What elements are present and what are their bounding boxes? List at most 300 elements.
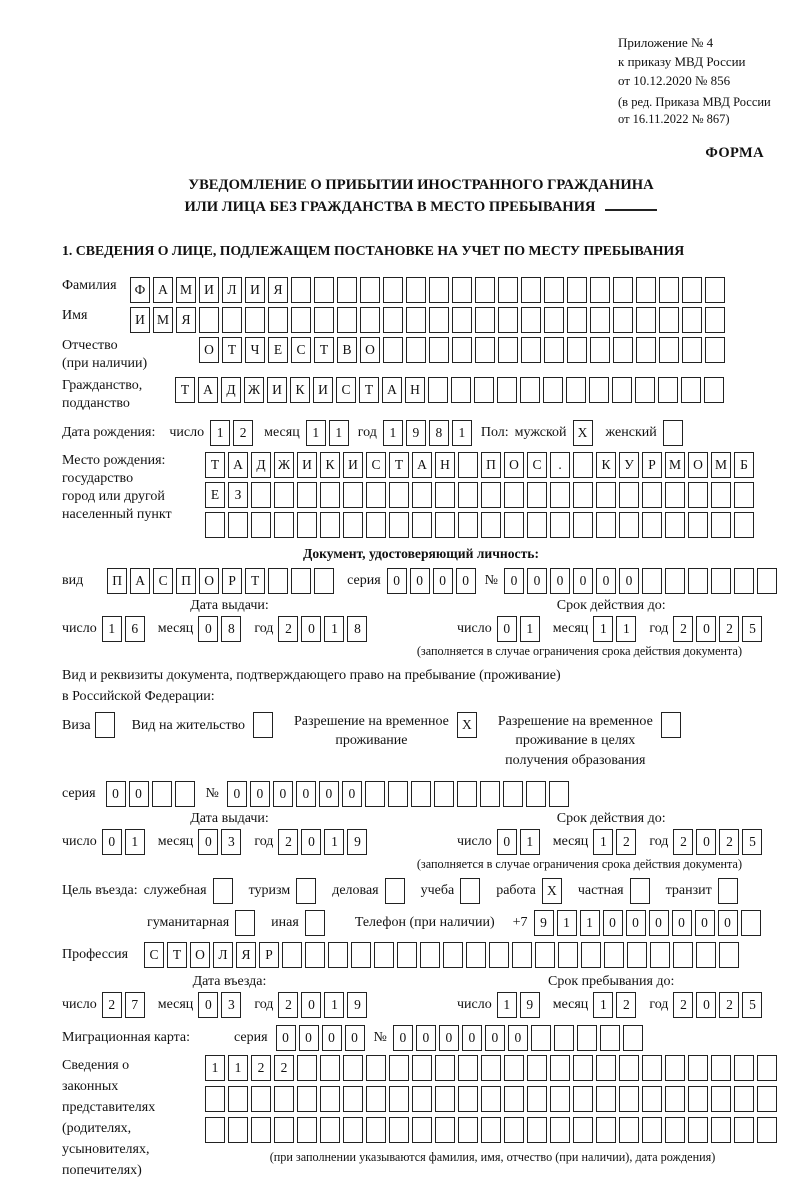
form-cell[interactable] (688, 512, 708, 538)
form-cell[interactable] (320, 1055, 340, 1081)
form-cell[interactable]: 0 (626, 910, 646, 936)
form-cell[interactable] (205, 512, 225, 538)
form-cell[interactable] (577, 1025, 597, 1051)
form-cell[interactable]: К (290, 377, 310, 403)
form-cell[interactable]: О (199, 337, 219, 363)
form-cell[interactable]: 2 (233, 420, 253, 446)
form-cell[interactable] (682, 307, 702, 333)
form-cell[interactable] (630, 878, 650, 904)
form-cell[interactable] (291, 307, 311, 333)
form-cell[interactable] (498, 277, 518, 303)
form-cell[interactable]: 0 (296, 781, 316, 807)
form-cell[interactable] (589, 377, 609, 403)
form-cell[interactable] (383, 277, 403, 303)
form-cell[interactable] (360, 277, 380, 303)
form-cell[interactable] (550, 1086, 570, 1112)
form-cell[interactable]: А (198, 377, 218, 403)
form-cell[interactable]: Р (222, 568, 242, 594)
form-cell[interactable] (596, 1117, 616, 1143)
form-cell[interactable]: Т (314, 337, 334, 363)
form-cell[interactable]: 0 (129, 781, 149, 807)
form-cell[interactable]: 0 (462, 1025, 482, 1051)
form-cell[interactable] (296, 878, 316, 904)
form-cell[interactable] (435, 482, 455, 508)
form-cell[interactable] (636, 277, 656, 303)
form-cell[interactable] (665, 568, 685, 594)
form-cell[interactable]: 2 (278, 829, 298, 855)
form-cell[interactable] (705, 337, 725, 363)
form-cell[interactable] (504, 482, 524, 508)
form-cell[interactable] (590, 277, 610, 303)
form-cell[interactable]: Я (268, 277, 288, 303)
form-cell[interactable]: 9 (534, 910, 554, 936)
form-cell[interactable]: С (366, 452, 386, 478)
form-cell[interactable]: Ж (244, 377, 264, 403)
form-cell[interactable] (596, 482, 616, 508)
form-cell[interactable] (481, 482, 501, 508)
form-cell[interactable]: 0 (299, 1025, 319, 1051)
form-cell[interactable]: 8 (221, 616, 241, 642)
form-cell[interactable] (573, 452, 593, 478)
form-cell[interactable] (452, 337, 472, 363)
form-cell[interactable]: Ж (274, 452, 294, 478)
form-cell[interactable] (613, 337, 633, 363)
form-cell[interactable] (199, 307, 219, 333)
form-cell[interactable]: Т (245, 568, 265, 594)
form-cell[interactable]: 0 (596, 568, 616, 594)
form-cell[interactable] (619, 1086, 639, 1112)
form-cell[interactable] (274, 512, 294, 538)
form-cell[interactable] (659, 337, 679, 363)
form-cell[interactable] (366, 1055, 386, 1081)
form-cell[interactable] (711, 568, 731, 594)
form-cell[interactable] (636, 337, 656, 363)
form-cell[interactable] (481, 1117, 501, 1143)
form-cell[interactable] (581, 942, 601, 968)
form-cell[interactable] (343, 1055, 363, 1081)
form-cell[interactable] (504, 1055, 524, 1081)
form-cell[interactable] (673, 942, 693, 968)
form-cell[interactable] (665, 482, 685, 508)
form-cell[interactable] (222, 307, 242, 333)
form-cell[interactable] (360, 307, 380, 333)
form-cell[interactable]: М (711, 452, 731, 478)
form-cell[interactable] (314, 568, 334, 594)
form-cell[interactable] (734, 1086, 754, 1112)
form-cell[interactable] (337, 277, 357, 303)
form-cell[interactable] (704, 377, 724, 403)
form-cell[interactable]: 0 (433, 568, 453, 594)
form-cell[interactable] (443, 942, 463, 968)
form-cell[interactable] (567, 307, 587, 333)
form-cell[interactable] (719, 942, 739, 968)
form-cell[interactable]: 2 (719, 829, 739, 855)
form-cell[interactable]: 1 (557, 910, 577, 936)
form-cell[interactable]: 0 (342, 781, 362, 807)
form-cell[interactable] (512, 942, 532, 968)
form-cell[interactable]: И (245, 277, 265, 303)
form-cell[interactable] (291, 277, 311, 303)
form-cell[interactable] (366, 512, 386, 538)
form-cell[interactable] (526, 781, 546, 807)
form-cell[interactable] (474, 377, 494, 403)
form-cell[interactable] (503, 781, 523, 807)
form-cell[interactable] (305, 942, 325, 968)
form-cell[interactable] (642, 1117, 662, 1143)
form-cell[interactable] (573, 1117, 593, 1143)
form-cell[interactable] (274, 1117, 294, 1143)
form-cell[interactable]: Т (359, 377, 379, 403)
form-cell[interactable]: 0 (619, 568, 639, 594)
form-cell[interactable] (374, 942, 394, 968)
form-cell[interactable]: Н (405, 377, 425, 403)
form-cell[interactable] (619, 1117, 639, 1143)
form-cell[interactable] (297, 1117, 317, 1143)
form-cell[interactable]: И (313, 377, 333, 403)
form-cell[interactable] (573, 482, 593, 508)
form-cell[interactable] (688, 482, 708, 508)
form-cell[interactable] (757, 568, 777, 594)
form-cell[interactable] (596, 1055, 616, 1081)
form-cell[interactable]: Ч (245, 337, 265, 363)
form-cell[interactable]: В (337, 337, 357, 363)
form-cell[interactable] (228, 1117, 248, 1143)
form-cell[interactable]: С (153, 568, 173, 594)
form-cell[interactable]: Н (435, 452, 455, 478)
form-cell[interactable] (343, 1086, 363, 1112)
form-cell[interactable] (757, 1055, 777, 1081)
form-cell[interactable]: 2 (278, 992, 298, 1018)
form-cell[interactable] (567, 277, 587, 303)
form-cell[interactable]: 1 (102, 616, 122, 642)
form-cell[interactable] (521, 277, 541, 303)
form-cell[interactable] (481, 1055, 501, 1081)
form-cell[interactable]: 1 (593, 992, 613, 1018)
form-cell[interactable] (504, 512, 524, 538)
form-cell[interactable] (558, 942, 578, 968)
form-cell[interactable]: Ф (130, 277, 150, 303)
form-cell[interactable] (718, 878, 738, 904)
form-cell[interactable]: 0 (319, 781, 339, 807)
form-cell[interactable]: 2 (719, 616, 739, 642)
form-cell[interactable]: 0 (696, 829, 716, 855)
form-cell[interactable]: И (199, 277, 219, 303)
form-cell[interactable]: Т (167, 942, 187, 968)
form-cell[interactable]: 0 (198, 616, 218, 642)
form-cell[interactable]: Д (251, 452, 271, 478)
form-cell[interactable]: 2 (616, 829, 636, 855)
form-cell[interactable] (544, 277, 564, 303)
form-cell[interactable] (435, 512, 455, 538)
form-cell[interactable]: Р (259, 942, 279, 968)
form-cell[interactable] (623, 1025, 643, 1051)
form-cell[interactable] (481, 1086, 501, 1112)
form-cell[interactable] (543, 377, 563, 403)
form-cell[interactable]: 0 (393, 1025, 413, 1051)
form-cell[interactable] (665, 1086, 685, 1112)
form-cell[interactable] (205, 1086, 225, 1112)
form-cell[interactable] (406, 307, 426, 333)
form-cell[interactable] (475, 277, 495, 303)
form-cell[interactable] (366, 482, 386, 508)
form-cell[interactable] (351, 942, 371, 968)
form-cell[interactable]: П (481, 452, 501, 478)
form-cell[interactable]: Л (213, 942, 233, 968)
form-cell[interactable] (268, 307, 288, 333)
form-cell[interactable]: 0 (301, 616, 321, 642)
form-cell[interactable]: X (457, 712, 477, 738)
form-cell[interactable] (550, 512, 570, 538)
form-cell[interactable] (504, 1086, 524, 1112)
form-cell[interactable]: О (688, 452, 708, 478)
form-cell[interactable] (596, 512, 616, 538)
form-cell[interactable]: 0 (696, 616, 716, 642)
form-cell[interactable]: 0 (497, 616, 517, 642)
form-cell[interactable]: 2 (673, 616, 693, 642)
form-cell[interactable]: А (153, 277, 173, 303)
form-cell[interactable]: 0 (672, 910, 692, 936)
form-cell[interactable] (549, 781, 569, 807)
form-cell[interactable]: Я (176, 307, 196, 333)
form-cell[interactable] (297, 512, 317, 538)
form-cell[interactable]: 0 (456, 568, 476, 594)
form-cell[interactable] (314, 277, 334, 303)
form-cell[interactable] (613, 277, 633, 303)
form-cell[interactable] (314, 307, 334, 333)
form-cell[interactable]: М (176, 277, 196, 303)
form-cell[interactable]: 8 (429, 420, 449, 446)
form-cell[interactable] (320, 1086, 340, 1112)
form-cell[interactable] (688, 568, 708, 594)
form-cell[interactable]: 1 (520, 829, 540, 855)
form-cell[interactable]: 0 (603, 910, 623, 936)
form-cell[interactable] (636, 307, 656, 333)
form-cell[interactable]: 0 (550, 568, 570, 594)
form-cell[interactable] (383, 337, 403, 363)
form-cell[interactable] (435, 1117, 455, 1143)
form-cell[interactable]: З (228, 482, 248, 508)
form-cell[interactable] (627, 942, 647, 968)
form-cell[interactable] (385, 878, 405, 904)
form-cell[interactable] (734, 1055, 754, 1081)
form-cell[interactable]: А (412, 452, 432, 478)
form-cell[interactable]: 0 (387, 568, 407, 594)
form-cell[interactable]: С (144, 942, 164, 968)
form-cell[interactable]: 0 (573, 568, 593, 594)
form-cell[interactable] (95, 712, 115, 738)
form-cell[interactable]: 0 (276, 1025, 296, 1051)
form-cell[interactable] (458, 1055, 478, 1081)
form-cell[interactable]: 7 (125, 992, 145, 1018)
form-cell[interactable] (705, 307, 725, 333)
form-cell[interactable] (383, 307, 403, 333)
form-cell[interactable]: 0 (322, 1025, 342, 1051)
form-cell[interactable]: 1 (324, 616, 344, 642)
form-cell[interactable] (711, 1055, 731, 1081)
form-cell[interactable] (228, 512, 248, 538)
form-cell[interactable] (705, 277, 725, 303)
form-cell[interactable]: К (596, 452, 616, 478)
form-cell[interactable] (411, 781, 431, 807)
form-cell[interactable] (711, 1086, 731, 1112)
form-cell[interactable] (282, 942, 302, 968)
form-cell[interactable]: П (107, 568, 127, 594)
form-cell[interactable] (435, 1086, 455, 1112)
form-cell[interactable] (531, 1025, 551, 1051)
form-cell[interactable]: 0 (301, 992, 321, 1018)
form-cell[interactable]: А (130, 568, 150, 594)
form-cell[interactable] (251, 1086, 271, 1112)
form-cell[interactable]: X (573, 420, 593, 446)
form-cell[interactable] (734, 568, 754, 594)
form-cell[interactable]: 1 (383, 420, 403, 446)
form-cell[interactable] (635, 377, 655, 403)
form-cell[interactable] (573, 512, 593, 538)
form-cell[interactable]: 1 (324, 992, 344, 1018)
form-cell[interactable] (590, 337, 610, 363)
form-cell[interactable]: 0 (106, 781, 126, 807)
form-cell[interactable] (573, 1055, 593, 1081)
form-cell[interactable] (757, 1117, 777, 1143)
form-cell[interactable]: С (527, 452, 547, 478)
form-cell[interactable]: У (619, 452, 639, 478)
form-cell[interactable] (521, 307, 541, 333)
form-cell[interactable] (435, 1055, 455, 1081)
form-cell[interactable]: Т (389, 452, 409, 478)
form-cell[interactable] (681, 377, 701, 403)
form-cell[interactable]: 0 (485, 1025, 505, 1051)
form-cell[interactable] (600, 1025, 620, 1051)
form-cell[interactable] (665, 1055, 685, 1081)
form-cell[interactable] (228, 1086, 248, 1112)
form-cell[interactable] (429, 307, 449, 333)
form-cell[interactable] (337, 307, 357, 333)
form-cell[interactable]: 0 (508, 1025, 528, 1051)
form-cell[interactable] (365, 781, 385, 807)
form-cell[interactable] (429, 337, 449, 363)
form-cell[interactable]: 1 (324, 829, 344, 855)
form-cell[interactable] (253, 712, 273, 738)
form-cell[interactable]: 0 (198, 829, 218, 855)
form-cell[interactable]: 1 (306, 420, 326, 446)
form-cell[interactable] (235, 910, 255, 936)
form-cell[interactable]: 2 (251, 1055, 271, 1081)
form-cell[interactable] (305, 910, 325, 936)
form-cell[interactable]: И (343, 452, 363, 478)
form-cell[interactable] (343, 512, 363, 538)
form-cell[interactable] (642, 482, 662, 508)
form-cell[interactable]: 1 (452, 420, 472, 446)
form-cell[interactable]: А (382, 377, 402, 403)
form-cell[interactable]: А (228, 452, 248, 478)
form-cell[interactable] (659, 277, 679, 303)
form-cell[interactable] (590, 307, 610, 333)
form-cell[interactable]: 2 (673, 829, 693, 855)
form-cell[interactable]: 2 (102, 992, 122, 1018)
form-cell[interactable] (550, 1055, 570, 1081)
form-cell[interactable] (619, 512, 639, 538)
form-cell[interactable] (251, 512, 271, 538)
form-cell[interactable]: О (360, 337, 380, 363)
form-cell[interactable] (268, 568, 288, 594)
form-cell[interactable]: 2 (719, 992, 739, 1018)
form-cell[interactable]: 9 (406, 420, 426, 446)
form-cell[interactable] (504, 1117, 524, 1143)
form-cell[interactable]: 1 (580, 910, 600, 936)
form-cell[interactable] (412, 482, 432, 508)
form-cell[interactable]: О (504, 452, 524, 478)
form-cell[interactable]: С (291, 337, 311, 363)
form-cell[interactable] (458, 1086, 478, 1112)
form-cell[interactable] (527, 482, 547, 508)
form-cell[interactable]: 0 (439, 1025, 459, 1051)
form-cell[interactable]: 3 (221, 992, 241, 1018)
form-cell[interactable] (397, 942, 417, 968)
form-cell[interactable] (412, 1055, 432, 1081)
form-cell[interactable]: Д (221, 377, 241, 403)
form-cell[interactable] (389, 1117, 409, 1143)
form-cell[interactable] (527, 1055, 547, 1081)
form-cell[interactable] (619, 1055, 639, 1081)
form-cell[interactable] (429, 277, 449, 303)
form-cell[interactable] (550, 482, 570, 508)
form-cell[interactable]: 1 (228, 1055, 248, 1081)
form-cell[interactable] (412, 1086, 432, 1112)
form-cell[interactable]: И (267, 377, 287, 403)
form-cell[interactable]: 5 (742, 829, 762, 855)
form-cell[interactable] (406, 337, 426, 363)
form-cell[interactable]: С (336, 377, 356, 403)
form-cell[interactable]: Л (222, 277, 242, 303)
form-cell[interactable]: 6 (125, 616, 145, 642)
form-cell[interactable] (458, 452, 478, 478)
form-cell[interactable] (658, 377, 678, 403)
form-cell[interactable] (460, 878, 480, 904)
form-cell[interactable]: М (153, 307, 173, 333)
form-cell[interactable] (521, 337, 541, 363)
form-cell[interactable] (757, 1086, 777, 1112)
form-cell[interactable] (567, 337, 587, 363)
form-cell[interactable]: 9 (347, 829, 367, 855)
form-cell[interactable] (434, 781, 454, 807)
form-cell[interactable]: 0 (198, 992, 218, 1018)
form-cell[interactable] (544, 307, 564, 333)
form-cell[interactable] (741, 910, 761, 936)
form-cell[interactable] (612, 377, 632, 403)
form-cell[interactable] (489, 942, 509, 968)
form-cell[interactable] (480, 781, 500, 807)
form-cell[interactable] (457, 781, 477, 807)
form-cell[interactable] (596, 1086, 616, 1112)
form-cell[interactable]: 0 (410, 568, 430, 594)
form-cell[interactable] (659, 307, 679, 333)
form-cell[interactable] (389, 512, 409, 538)
form-cell[interactable] (642, 1055, 662, 1081)
form-cell[interactable]: О (199, 568, 219, 594)
form-cell[interactable] (458, 512, 478, 538)
form-cell[interactable] (734, 482, 754, 508)
form-cell[interactable]: Т (175, 377, 195, 403)
form-cell[interactable]: 0 (497, 829, 517, 855)
form-cell[interactable] (420, 942, 440, 968)
form-cell[interactable] (498, 307, 518, 333)
form-cell[interactable] (527, 512, 547, 538)
form-cell[interactable] (475, 307, 495, 333)
form-cell[interactable] (688, 1055, 708, 1081)
form-cell[interactable] (320, 512, 340, 538)
form-cell[interactable]: 9 (347, 992, 367, 1018)
form-cell[interactable] (297, 1086, 317, 1112)
